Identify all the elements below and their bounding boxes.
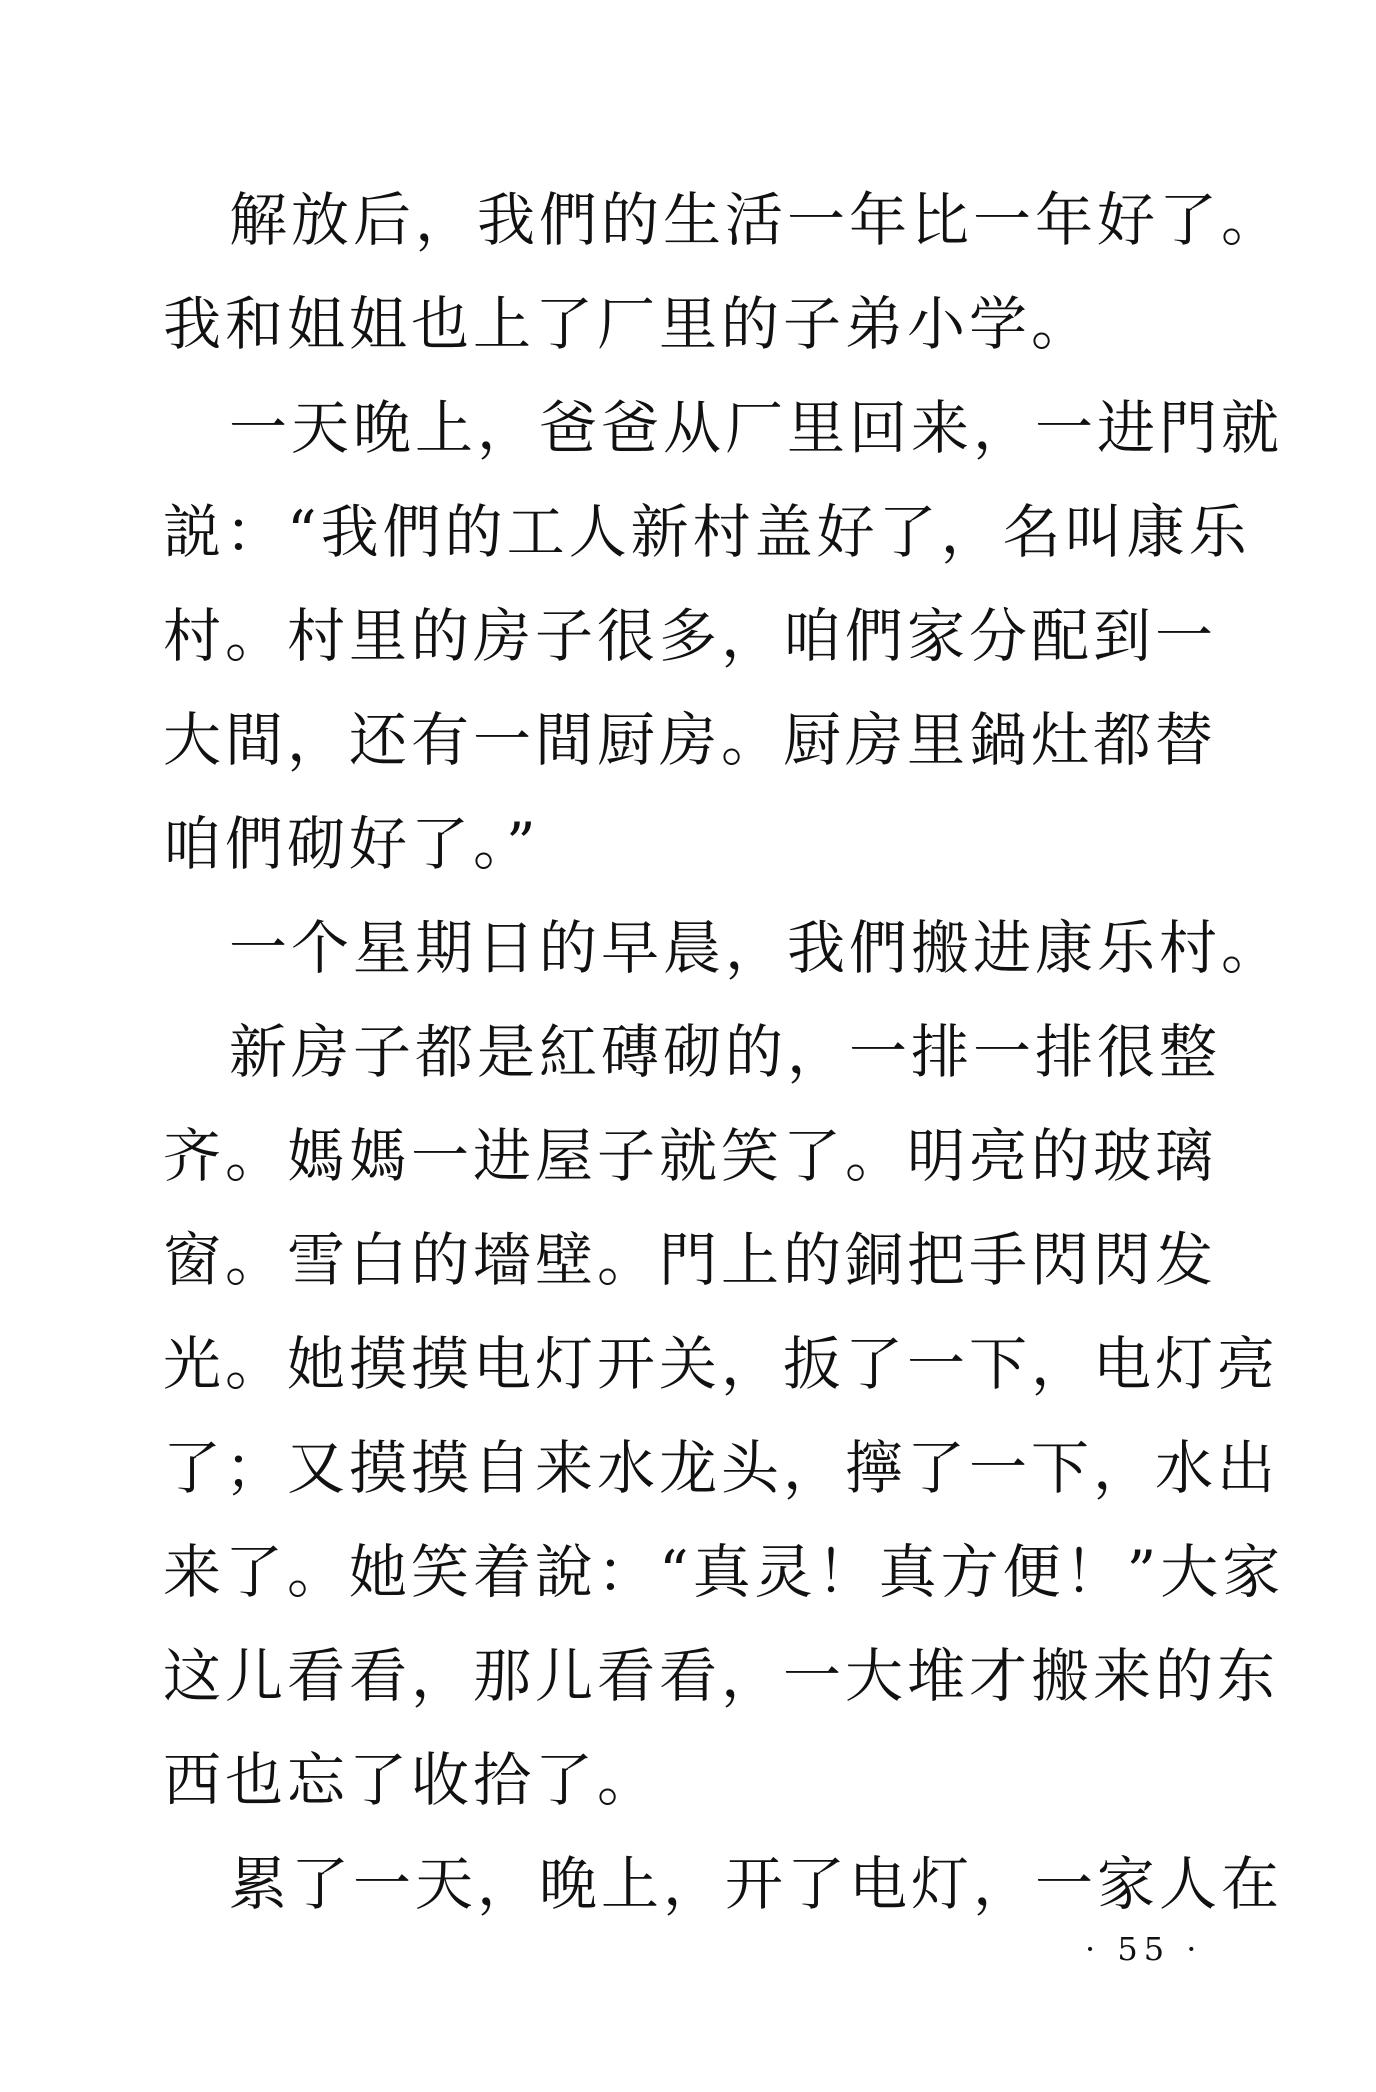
text-line: 一天晚上，爸爸从厂里回来，一进門就 <box>229 394 1284 462</box>
text-line: 大間，还有一間厨房。厨房里鍋灶都替 <box>163 706 1218 774</box>
text-line: 説：“我們的工人新村盖好了，名叫康乐 <box>163 498 1251 566</box>
text-line: 光。她摸摸电灯开关，扳了一下，电灯亮 <box>163 1330 1280 1398</box>
text-line: 一个星期日的早晨，我們搬进康乐村。 <box>229 914 1284 982</box>
text-line: 窗。雪白的墻壁。門上的銅把手閃閃发 <box>163 1226 1218 1294</box>
text-line: 村。村里的房子很多，咱們家分配到一 <box>163 602 1218 670</box>
page-number: · 55 · <box>1085 1930 1203 1968</box>
text-line: 这儿看看，那儿看看，一大堆才搬来的东 <box>163 1642 1280 1710</box>
text-line: 齐。媽媽一进屋子就笑了。明亮的玻璃 <box>163 1122 1218 1190</box>
text-line: 解放后，我們的生活一年比一年好了。 <box>229 186 1284 254</box>
text-line: 新房子都是紅磚砌的，一排一排很整 <box>229 1018 1222 1086</box>
text-line: 累了一天，晚上，开了电灯，一家人在 <box>229 1850 1284 1918</box>
text-line: 我和姐姐也上了厂里的子弟小学。 <box>163 290 1094 358</box>
text-line: 咱們砌好了。” <box>163 810 540 878</box>
body-text <box>163 168 1285 1936</box>
text-line: 了；又摸摸自来水龙头，擰了一下，水出 <box>163 1434 1280 1502</box>
text-line: 西也忘了收拾了。 <box>163 1746 660 1814</box>
text-line: 来了。她笑着說：“真灵！真方便！”大家 <box>163 1538 1285 1606</box>
